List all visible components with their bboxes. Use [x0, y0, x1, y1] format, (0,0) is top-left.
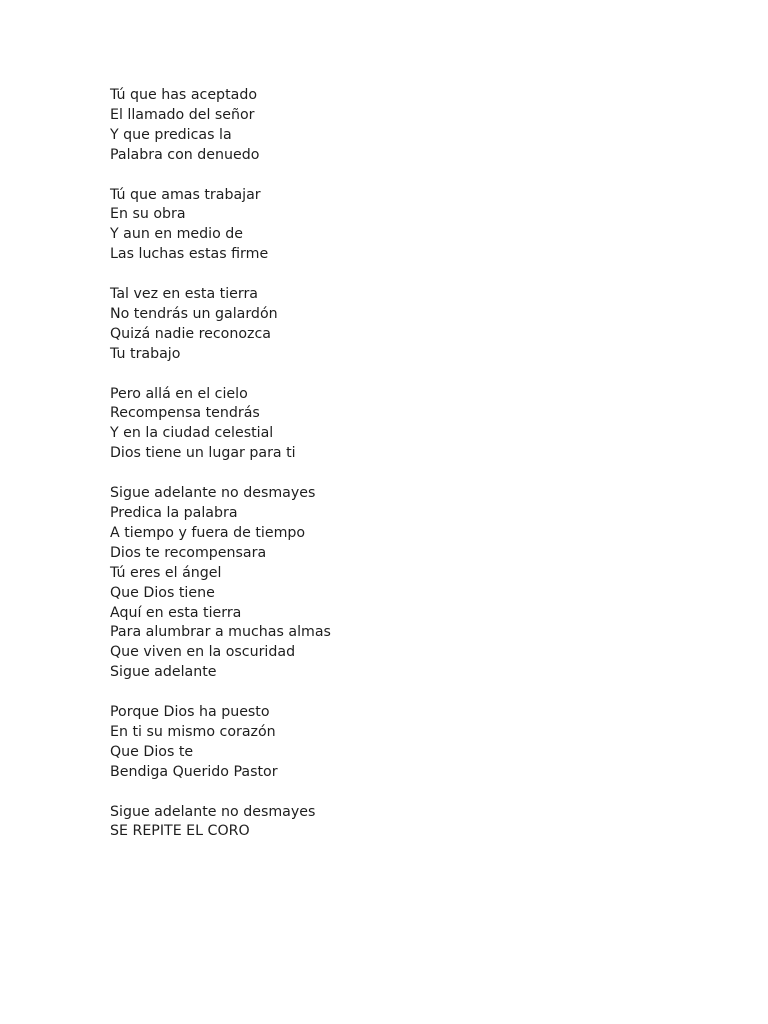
lyric-line: Que Dios te: [110, 743, 194, 760]
stanza-6: [110, 703, 710, 783]
lyric-line: Tal vez en esta tierra: [110, 286, 259, 303]
lyric-line: Pero allá en el cielo: [110, 385, 248, 402]
lyric-line: Porque Dios ha puesto: [110, 704, 270, 721]
lyric-line: Palabra con denuedo: [110, 146, 260, 163]
lyric-line: Predica la palabra: [110, 504, 238, 521]
lyric-line: Las luchas estas firme: [110, 246, 269, 263]
lyric-line: Dios tiene un lugar para ti: [110, 445, 296, 462]
lyric-line: Quizá nadie reconozca: [110, 325, 271, 342]
lyric-line: Que Dios tiene: [110, 584, 215, 601]
lyric-line: Sigue adelante no desmayes: [110, 485, 316, 502]
lyric-line: En ti su mismo corazón: [110, 723, 276, 740]
lyric-line: A tiempo y fuera de tiempo: [110, 524, 306, 541]
lyric-line: SE REPITE EL CORO: [110, 823, 250, 840]
lyric-line: Dios te recompensara: [110, 544, 267, 561]
stanza-5-chorus: [110, 484, 710, 683]
lyric-line: Recompensa tendrás: [110, 405, 260, 422]
lyric-line: Tú que amas trabajar: [110, 186, 261, 203]
lyric-line: Tu trabajo: [110, 345, 181, 362]
lyric-line: Para alumbrar a muchas almas: [110, 624, 331, 641]
lyric-line: Tú eres el ángel: [110, 564, 222, 581]
stanza-7: [110, 803, 710, 843]
lyric-line: El llamado del señor: [110, 106, 255, 123]
stanza-4: [110, 385, 710, 465]
lyric-line: Aquí en esta tierra: [110, 604, 242, 621]
stanza-3: [110, 285, 710, 365]
lyrics-body: [110, 86, 710, 862]
lyric-line: Y que predicas la: [110, 126, 232, 143]
lyric-line: Sigue adelante no desmayes: [110, 803, 316, 820]
lyric-line: En su obra: [110, 206, 186, 223]
stanza-2: [110, 186, 710, 266]
lyric-line: Sigue adelante: [110, 664, 217, 681]
lyric-line: Que viven en la oscuridad: [110, 644, 296, 661]
lyric-line: Bendiga Querido Pastor: [110, 763, 278, 780]
lyric-line: Y aun en medio de: [110, 226, 244, 243]
stanza-1: [110, 86, 710, 166]
lyric-line: No tendrás un galardón: [110, 305, 278, 322]
lyric-line: Tú que has aceptado: [110, 87, 258, 103]
lyric-line: Y en la ciudad celestial: [110, 425, 274, 442]
